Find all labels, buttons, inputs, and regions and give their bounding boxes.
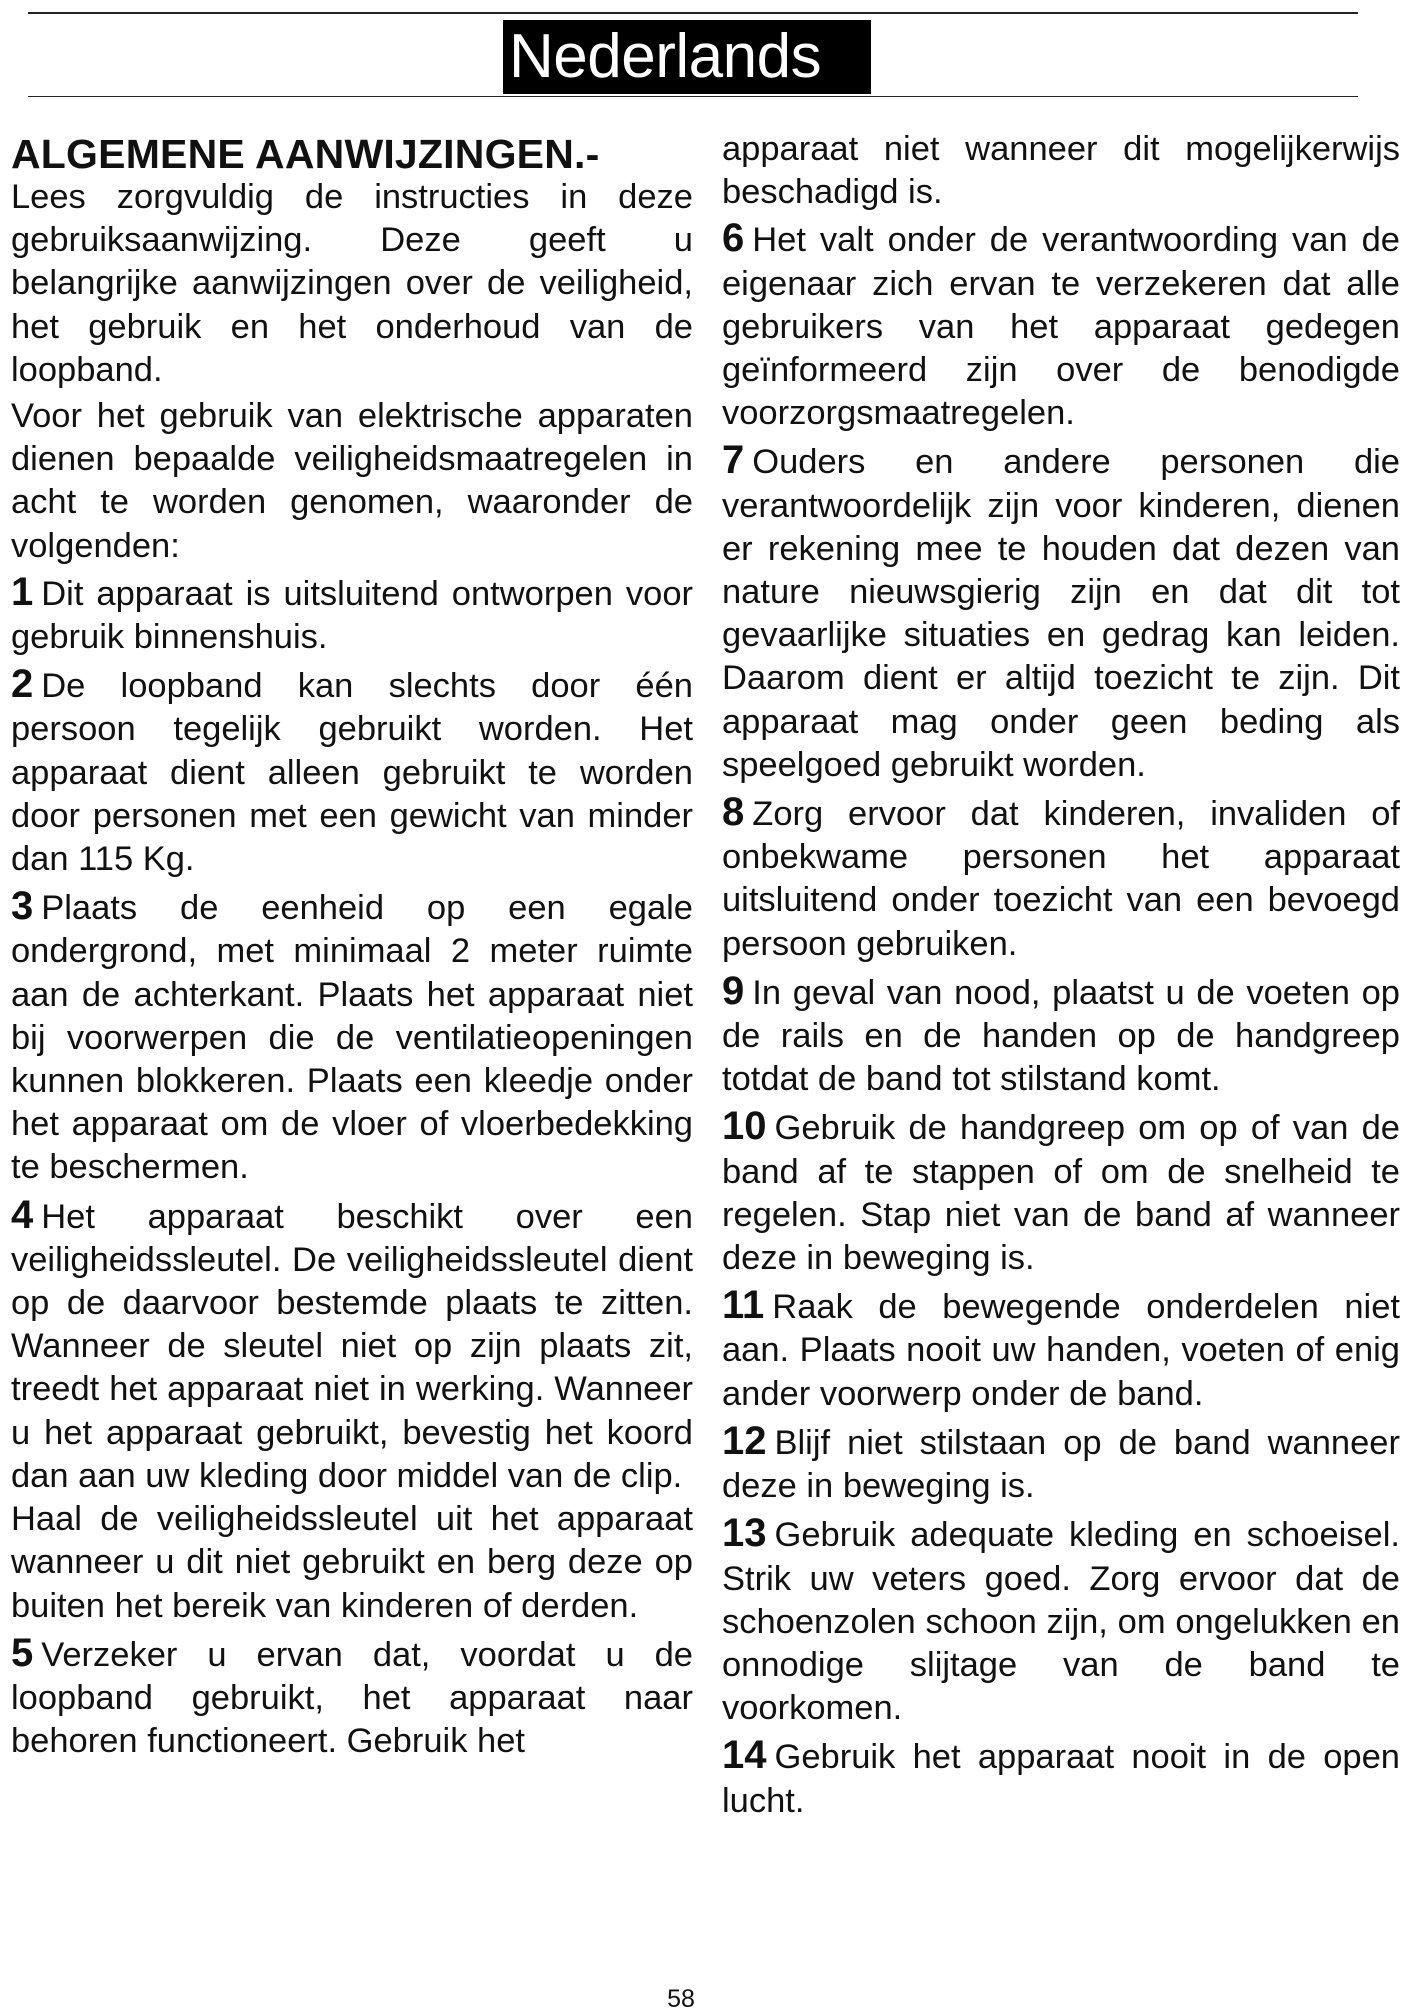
continuation-text: apparaat niet wanneer dit mogelijkerwijs beschadigd is. — [722, 130, 1400, 212]
item-text: Blijf niet stilstaan op de band wanneer deze in beweging is. — [722, 1423, 1400, 1506]
item-number: 2 — [11, 662, 34, 707]
instruction-item-2 — [11, 663, 693, 881]
item-number: 11 — [722, 1283, 765, 1328]
item-number: 10 — [722, 1104, 767, 1149]
item-text: Het apparaat beschikt over een veiligheidssleutel. De veiligheidssleutel dient op de daarvoor bestemde plaats te zitten. Wanneer de sleutel niet op zijn plaats zit, treedt het apparaat niet in werking. Wanneer u het apparaat gebruikt, bevestig het koord dan aan uw kleding door middel van de clip. — [11, 1197, 693, 1495]
section-heading: ALGEMENE AANWIJZINGEN.- — [11, 131, 600, 177]
intro-paragraph: Lees zorgvuldig de instructies in deze gebruiksaanwijzing. Deze geeft u belangrijke aanwijzingen over de veiligheid, het gebruik en het onderhoud van de loopband. — [11, 178, 693, 389]
item-text: Dit apparaat is uitsluitend ontworpen voor gebruik binnenshuis. — [11, 574, 693, 657]
header-bottom-rule — [28, 96, 1358, 97]
instruction-item-11 — [722, 1284, 1400, 1416]
instruction-item-4-extra: Haal de veiligheidssleutel uit het apparaat wanneer u dit niet gebruikt en berg deze op buiten het bereik van kinderen of derden. — [11, 1500, 693, 1625]
item-number: 7 — [722, 438, 745, 483]
intro-paragraph: Voor het gebruik van elektrische apparaten dienen bepaalde veiligheidsmaatregelen in acht te worden genomen, waaronder de volgenden: — [11, 397, 693, 565]
item-text: Zorg ervoor dat kinderen, invaliden of onbekwame personen het apparaat uitsluitend onder toezicht van een bevoegd persoon gebruiken. — [722, 795, 1400, 963]
item-number: 13 — [722, 1511, 767, 1556]
instruction-item-9 — [722, 970, 1400, 1102]
item-text: Plaats de eenheid op een egale ondergrond, met minimaal 2 meter ruimte aan de achterkant. Plaats het apparaat niet bij voorwerpen die de ventilatieopeningen kunnen blokkeren. Plaats een kleedje onder het apparaat om de vloer of vloerbedekking te beschermen. — [11, 889, 693, 1187]
instruction-item-1 — [11, 571, 693, 659]
header-top-rule — [28, 12, 1358, 14]
item-number: 9 — [722, 968, 745, 1013]
item-number: 5 — [11, 1630, 34, 1675]
item-text: In geval van nood, plaatst u de voeten op de rails en de handen op de handgreep totdat de band tot stilstand komt. — [722, 973, 1400, 1099]
item-number: 14 — [722, 1733, 767, 1778]
instruction-item-6 — [722, 217, 1400, 435]
left-column — [11, 128, 693, 1767]
instruction-item-14 — [722, 1734, 1400, 1822]
item-text: Gebruik adequate kleding en schoeisel. Strik uw veters goed. Zorg ervoor dat de schoenzolen schoon zijn, om ongelukken en onnodige slijtage van de band te voorkomen. — [722, 1516, 1400, 1728]
item-text: Gebruik de handgreep om op of van de band af te stappen of om de snelheid te regelen. Stap niet van de band af wanneer deze in beweging is. — [722, 1109, 1400, 1278]
instruction-item-4 — [11, 1194, 693, 1498]
item-text: Gebruik het apparaat nooit in de open lucht. — [722, 1738, 1400, 1820]
item-number: 1 — [11, 569, 34, 614]
item-text: Ouders en andere personen die verantwoordelijk zijn voor kinderen, dienen er rekening mee te houden dat dezen van nature nieuwsgierig zijn en dat dit tot gevaarlijke situaties en gedrag kan leiden. Daarom dient er altijd toezicht te zijn. Dit apparaat mag onder geen beding als speelgoed gebruikt worden. — [722, 443, 1400, 784]
item-text: Verzeker u ervan dat, voordat u de loopband gebruikt, het apparaat naar behoren functioneert. Gebruik het — [11, 1635, 693, 1761]
item-number: 6 — [722, 216, 745, 261]
instruction-item-7 — [722, 439, 1400, 787]
right-column — [722, 128, 1400, 1827]
instruction-item-5 — [11, 1632, 693, 1764]
item-text: De loopband kan slechts door één persoon tegelijk gebruikt worden. Het apparaat dient alleen gebruikt te worden door personen met een gewicht van minder dan 115 Kg. — [11, 667, 693, 879]
instruction-item-8 — [722, 791, 1400, 966]
item-number: 4 — [11, 1192, 34, 1237]
page-number: 58 — [667, 1985, 695, 2013]
item-number: 8 — [722, 790, 745, 835]
item-number: 3 — [11, 884, 34, 929]
instruction-item-3 — [11, 885, 693, 1189]
item-number: 12 — [722, 1418, 767, 1463]
instruction-item-13 — [722, 1512, 1400, 1730]
instruction-item-12 — [722, 1420, 1400, 1508]
language-badge: Nederlands — [503, 20, 871, 94]
item-text: Raak de bewegende onderdelen niet aan. Plaats nooit uw handen, voeten of enig ander voorwerp onder de band. — [722, 1288, 1400, 1413]
item-text: Het valt onder de verantwoording van de eigenaar zich ervan te verzekeren dat alle gebruikers van het apparaat gedegen geïnformeerd zijn over de benodigde voorzorgsmaatregelen. — [722, 221, 1400, 433]
instruction-item-10 — [722, 1105, 1400, 1280]
